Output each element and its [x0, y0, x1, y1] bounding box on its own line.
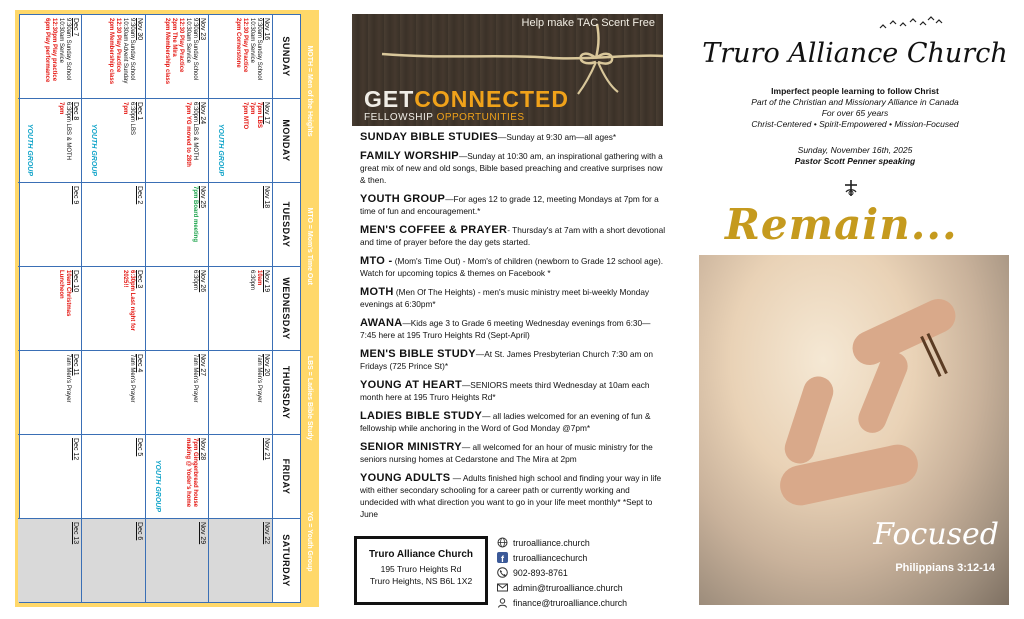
calendar-date: Dec 7 — [72, 18, 80, 37]
ministry-title: LADIES BIBLE STUDY — [360, 410, 483, 422]
calendar-event: 7am Men's Prayer — [256, 354, 262, 403]
facebook-icon — [497, 552, 508, 563]
calendar-day-cell — [18, 519, 82, 602]
contact-facebook-text: truroalliancechurch — [513, 552, 588, 563]
calendar-date: Nov 23 — [199, 18, 207, 41]
calendar-date: Dec 6 — [136, 522, 143, 541]
calendar-event: 2025!! — [122, 270, 128, 288]
contact-website-text: truroalliance.church — [513, 537, 590, 548]
calendar-day-cell — [210, 183, 273, 267]
calendar-event: 2pm The Mira — [171, 18, 178, 57]
day-header-saturday: SATURDAY — [281, 534, 292, 587]
get-connected-banner — [352, 14, 663, 126]
calendar-date: Nov 27 — [199, 354, 207, 377]
connected-word: CONNECTED — [414, 86, 569, 112]
calendar-day-cell — [146, 267, 209, 351]
calendar-day-cell — [83, 15, 146, 99]
photo-bracelet — [920, 333, 948, 377]
calendar-event: 7pm Board meeting — [192, 186, 199, 243]
get-word: GET — [364, 86, 415, 112]
day-header-friday: FRIDAY — [273, 435, 300, 519]
calendar-body — [18, 15, 272, 602]
calendar-date: Dec 5 — [136, 438, 143, 457]
street-address: 195 Truro Heights Rd — [380, 564, 462, 574]
calendar-event: Luncheon — [58, 270, 65, 299]
calendar-panel — [15, 10, 319, 607]
calendar-event: 7pm — [58, 102, 65, 115]
calendar-date: Dec 2 — [136, 186, 143, 205]
calendar-event: 6pm Play performance — [44, 18, 51, 83]
calendar-header — [272, 15, 300, 602]
calendar-day-cell — [83, 351, 146, 435]
contact-list — [497, 535, 667, 610]
legend-moth: MOTH = Men of the Heights — [306, 45, 314, 137]
contact-website[interactable] — [497, 535, 667, 550]
fellowship-subtitle — [364, 112, 525, 123]
contact-facebook[interactable] — [497, 550, 667, 565]
calendar-day-cell — [146, 183, 209, 267]
calendar-date: Dec 10 — [72, 270, 80, 293]
ministry-item — [360, 410, 666, 434]
calendar-date: Nov 25 — [199, 186, 207, 209]
ministry-title: MEN'S COFFEE & PRAYER — [360, 224, 508, 236]
cover-photo — [699, 255, 1009, 605]
calendar-event: 6:30pm Last night for — [129, 270, 135, 332]
calendar-event: 7pm YG moved to 28th — [185, 102, 192, 167]
youth-group-badge: YOUTH GROUP — [26, 123, 33, 176]
calendar-event: 6:30pm LBS — [129, 102, 135, 136]
ministry-item — [360, 317, 666, 341]
youth-group-badge: YOUTH GROUP — [154, 459, 161, 512]
contact-admin-email[interactable] — [497, 580, 667, 595]
opportunities-word: OPPORTUNITIES — [436, 112, 525, 123]
calendar-event: 12:30pm Play practice — [51, 18, 58, 82]
calendar-date: Dec 1 — [136, 102, 143, 121]
ministry-description: - Thursday's at 7am with a short devotional and time of prayer before the day gets started. — [360, 225, 666, 247]
calendar-day-cell — [18, 267, 82, 351]
ministry-description: —Kids age 3 to Grade 6 meeting Wednesday evenings from 6:30—7:45 here at 195 Truro Heights Rd (Sept-April) — [360, 318, 651, 340]
scent-free-notice: Help make TAC Scent Free — [521, 17, 655, 29]
legend-yg: YG = Youth Group — [306, 511, 314, 572]
ministry-title: MEN'S BIBLE STUDY — [360, 348, 476, 360]
ministries-list — [360, 131, 666, 527]
calendar-day-cell — [18, 435, 82, 519]
ministry-description: — all ladies welcomed for an evening of fun & fellowship while anchoring in the Word of God Monday @7pm* — [360, 411, 651, 433]
calendar-day-cell — [146, 99, 209, 183]
calendar-event: 12:30 Play Practice — [178, 18, 185, 73]
ministry-item — [360, 150, 666, 186]
service-info — [700, 145, 1010, 167]
svg-text:f: f — [501, 554, 504, 563]
ministry-description: —At St. James Presbyterian Church 7:30 am on Fridays (725 Prince St)* — [360, 349, 653, 371]
ministry-item — [360, 441, 666, 465]
calendar-event: 9:30am Sunday School — [129, 18, 135, 81]
calendar-event: 7pm MTO — [242, 102, 248, 130]
ministry-description: (Mom's Time Out) - Mom's of children (newborn to Grade 12 school age). Watch for upcoming topics & themes on Facebook * — [360, 256, 664, 278]
calendar-event: 12:30 Play Practice — [242, 18, 248, 73]
calendar-date: Dec 9 — [72, 186, 80, 205]
calendar-week-row — [209, 15, 273, 602]
calendar-date: Dec 11 — [72, 354, 80, 376]
ministry-item — [360, 193, 666, 217]
ministry-title: FAMILY WORSHIP — [360, 150, 459, 162]
legend-lbs: LBS = Ladies Bible Study — [306, 355, 314, 441]
ministry-description: (Men Of The Heights) - men's music ministry meet bi-weekly Monday evenings at 6:30pm* — [360, 287, 650, 309]
youth-group-badge: YOUTH GROUP — [217, 123, 225, 176]
calendar-event: 10am — [256, 270, 262, 286]
calendar-date: Nov 30 — [136, 18, 143, 41]
calendar-grid — [19, 14, 301, 603]
get-connected-title — [364, 86, 569, 113]
calendar-event: 7pm — [122, 102, 128, 115]
calendar-event: 6:30pm LBS & MOTH — [65, 102, 72, 161]
day-header-monday: MONDAY — [273, 99, 300, 183]
calendar-event: 2pm Membership class — [108, 18, 114, 85]
ministry-title: MTO - — [360, 255, 393, 267]
tagline-line-1: Imperfect people learning to follow Christ — [771, 86, 939, 96]
church-title: Truro Alliance Church — [702, 38, 1008, 69]
calendar-event: 12:30 Play Practice — [115, 18, 121, 73]
calendar-day-cell — [146, 351, 209, 435]
phone-icon — [497, 567, 508, 578]
ministry-item — [360, 379, 666, 403]
calendar-date: Nov 18 — [263, 186, 270, 209]
calendar-date: Nov 17 — [263, 102, 270, 125]
calendar-day-cell — [146, 15, 209, 99]
ministry-title: YOUTH GROUP — [360, 193, 446, 205]
calendar-day-cell — [210, 519, 273, 602]
calendar-week-row — [145, 15, 209, 602]
ministry-title: SENIOR MINISTRY — [360, 441, 462, 453]
ministry-title: YOUNG ADULTS — [360, 472, 451, 484]
calendar-day-cell — [146, 519, 209, 602]
calendar-date: Nov 19 — [263, 270, 270, 293]
calendar-day-cell — [210, 267, 273, 351]
calendar-event: making @ Yoder's home — [185, 438, 192, 508]
address-box — [354, 536, 488, 605]
ministry-item — [360, 348, 666, 372]
calendar-day-cell — [146, 435, 209, 519]
day-header-sunday: SUNDAY — [273, 15, 300, 99]
calendar-event: 7pm — [249, 102, 255, 115]
calendar-event: 6:30pm — [249, 270, 255, 291]
calendar-event: 10:30am Service — [185, 18, 192, 64]
contact-phone-text: 902-893-8761 — [513, 567, 568, 578]
sermon-theme: Remain... — [725, 200, 958, 249]
calendar-date: Nov 16 — [263, 18, 270, 41]
calendar-date: Dec 12 — [72, 438, 80, 461]
city-address: Truro Heights, NS B6L 1X2 — [369, 576, 473, 586]
calendar-date: Nov 29 — [199, 522, 207, 545]
calendar-day-cell — [83, 519, 146, 602]
calendar-date: Nov 21 — [263, 438, 270, 461]
contact-phone[interactable] — [497, 565, 667, 580]
calendar-day-cell — [18, 99, 82, 183]
church-tagline — [700, 86, 1010, 130]
calendar-date: Nov 20 — [263, 354, 270, 377]
calendar-date: Dec 3 — [136, 270, 143, 289]
youth-group-badge: YOUTH GROUP — [90, 123, 98, 176]
fellowship-word: FELLOWSHIP — [364, 112, 434, 123]
contact-finance-email-text: finance@truroalliance.church — [513, 597, 628, 608]
calendar-event: 7am Men's Prayer — [65, 354, 72, 403]
calendar-day-cell — [83, 99, 146, 183]
globe-icon — [497, 537, 508, 548]
calendar-day-cell — [83, 183, 146, 267]
ministry-description: —Sunday at 9:30 am—all ages* — [498, 132, 617, 142]
legend-mto: MTO = Mom's Time Out — [306, 207, 314, 285]
church-name: Truro Alliance Church — [368, 549, 474, 560]
calendar-day-cell — [83, 267, 146, 351]
contact-admin-email-text: admin@truroalliance.church — [513, 582, 623, 593]
calendar-date: Nov 28 — [199, 438, 207, 461]
ministry-title: MOTH — [360, 286, 394, 298]
calendar-event: 10am Christmas — [65, 270, 72, 317]
cma-logo-icon — [842, 179, 860, 197]
calendar-event: 6:30pm LBS & MOTH — [192, 102, 199, 161]
calendar-event: 7pm LBS — [256, 102, 262, 129]
tagline-line-4: Christ-Centered • Spirit-Empowered • Mission-Focused — [751, 119, 959, 129]
calendar-day-cell — [18, 15, 82, 99]
calendar-date: Nov 22 — [263, 522, 270, 545]
calendar-event: 7am Men's Prayer — [129, 354, 135, 403]
ministry-description: — Adults finished high school and finding your way in life with either secondary schooling for a career path or currently working and undecided with what direction you want to go in your life meet monthly* *Sept to June — [360, 473, 662, 519]
calendar-day-cell — [210, 435, 273, 519]
calendar-date: Nov 26 — [199, 270, 207, 293]
calendar-event: 9:30am Sunday School — [192, 18, 199, 81]
calendar-day-cell — [18, 351, 82, 435]
service-speaker: Pastor Scott Penner speaking — [794, 156, 916, 166]
ministry-title: SUNDAY BIBLE STUDIES — [360, 131, 499, 143]
ministry-description: — all welcomed for an hour of music ministry for the seniors nursing homes at Cedarstone and The Mira at 2pm — [360, 442, 653, 464]
day-header-tuesday: TUESDAY — [273, 183, 300, 267]
calendar-event: 9:30am Sunday School — [256, 18, 262, 81]
calendar-day-cell — [210, 99, 273, 183]
ministry-item — [360, 131, 666, 143]
calendar-event: 2pm Cornerstone — [235, 18, 241, 68]
calendar-event: 7pm Gingerbread house — [192, 438, 199, 508]
calendar-day-cell — [18, 183, 82, 267]
ministry-item — [360, 472, 666, 520]
calendar-event: 7am Men's Prayer — [192, 354, 199, 403]
calendar-day-cell — [83, 435, 146, 519]
ministry-title: YOUNG AT HEART — [360, 379, 462, 391]
focus-word: Focused — [873, 517, 999, 552]
tagline-line-2: Part of the Christian and Missionary Alliance in Canada — [751, 97, 959, 107]
day-header-thursday: THURSDAY — [273, 351, 300, 435]
tagline-line-3: For over 65 years — [821, 108, 889, 118]
photo-hand-left — [781, 373, 837, 468]
ministry-description: —SENIORS meets third Wednesday at 10am each month here at 195 Truro Heights Rd* — [360, 380, 650, 402]
calendar-event: 9:30am Sunday School — [65, 18, 72, 81]
calendar-event: 10:30am Service — [58, 18, 65, 64]
ministry-description: —Sunday at 10:30 am, an inspirational gathering with a great mix of new and old songs, Bible based preaching and creative surprises now & then. — [360, 151, 663, 185]
calendar-event: 10:30am Advent Sunday — [122, 18, 128, 84]
ministry-description: —For ages 12 to grade 12, meeting Mondays at 7pm for a time of fun and encouragement.* — [360, 194, 659, 216]
ministry-title: AWANA — [360, 317, 403, 329]
calendar-week-row — [18, 15, 82, 602]
calendar-date: Dec 4 — [136, 354, 143, 373]
service-date: Sunday, November 16th, 2025 — [797, 145, 913, 155]
mail-icon — [497, 582, 508, 593]
ministry-item — [360, 224, 666, 248]
day-header-wednesday: WEDNESDAY — [273, 267, 300, 351]
calendar-date: Nov 24 — [199, 102, 207, 125]
calendar-event: 6:30pm — [192, 270, 199, 291]
calendar-day-cell — [210, 351, 273, 435]
calendar-day-cell — [210, 15, 273, 99]
ministry-item — [360, 255, 666, 279]
calendar-date: Dec 13 — [72, 522, 80, 545]
ministry-item — [360, 286, 666, 310]
calendar-event: 2pm Membership class — [164, 18, 171, 85]
contact-finance-email[interactable] — [497, 595, 667, 610]
calendar-event: 10:30am Service — [249, 18, 255, 64]
calendar-rotated — [15, 10, 319, 607]
calendar-legend — [301, 10, 319, 607]
scripture-reference: Philippians 3:12-14 — [895, 562, 995, 574]
calendar-date: Dec 8 — [72, 102, 80, 121]
finance-icon — [497, 597, 508, 608]
calendar-week-row — [82, 15, 146, 602]
